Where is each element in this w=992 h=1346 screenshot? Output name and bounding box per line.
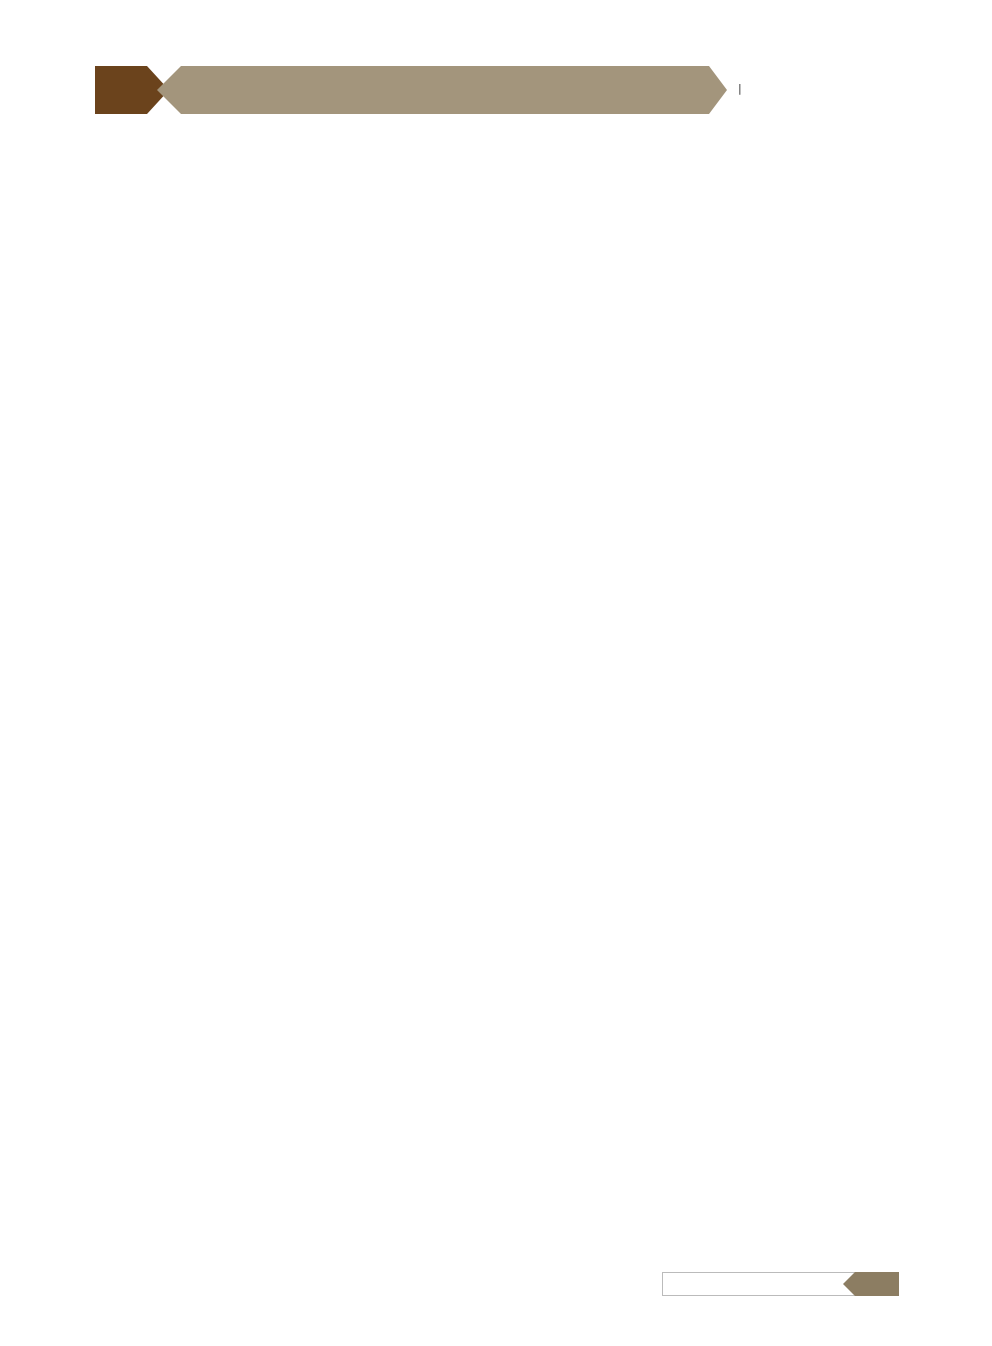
title-banner xyxy=(95,66,727,114)
footer-bar xyxy=(662,1272,898,1296)
banner-shape xyxy=(95,66,727,114)
header-slogan: | xyxy=(738,82,742,95)
page-number-shape xyxy=(841,1272,899,1296)
